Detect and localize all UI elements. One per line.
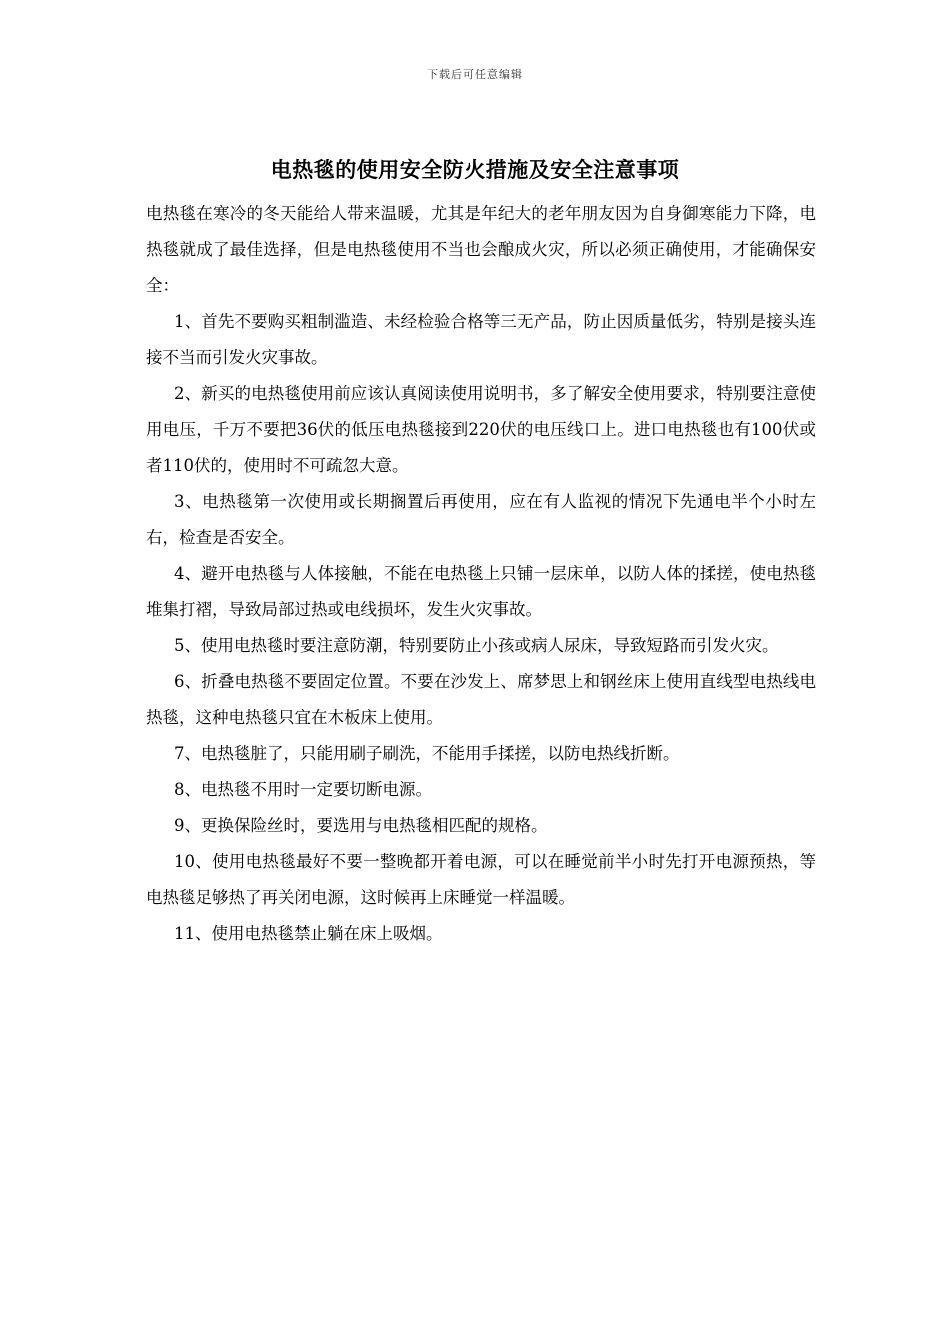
list-item: 3、电热毯第一次使用或长期搁置后再使用，应在有人监视的情况下先通电半个小时左右，检查是否安全。	[146, 492, 816, 547]
document-title: 电热毯的使用安全防火措施及安全注意事项	[270, 158, 680, 182]
list-item: 1、首先不要购买粗制滥造、未经检验合格等三无产品，防止因质量低劣，特别是接头连接不当而引发火灾事故。	[146, 312, 816, 367]
intro-paragraph: 电热毯在寒冷的冬天能给人带来温暖，尤其是年纪大的老年朋友因为自身御寒能力下降，电热毯就成了最佳选择，但是电热毯使用不当也会酿成火灾，所以必须正确使用，才能确保安全：	[146, 204, 816, 295]
list-item: 8、电热毯不用时一定要切断电源。	[174, 780, 432, 799]
document-body	[146, 196, 816, 952]
list-item: 7、电热毯脏了，只能用刷子刷洗，不能用手揉搓，以防电热线折断。	[174, 744, 680, 763]
list-item: 9、更换保险丝时，要选用与电热毯相匹配的规格。	[174, 816, 548, 835]
list-item: 6、折叠电热毯不要固定位置。不要在沙发上、席梦思上和钢丝床上使用直线型电热线电热毯，这种电热毯只宜在木板床上使用。	[146, 672, 816, 727]
page-header: 下载后可任意编辑	[427, 68, 523, 81]
list-item: 5、使用电热毯时要注意防潮，特别要防止小孩或病人尿床，导致短路而引发火灾。	[174, 636, 779, 655]
list-item: 2、新买的电热毯使用前应该认真阅读使用说明书，多了解安全使用要求，特别要注意使用电压，千万不要把36伏的低压电热毯接到220伏的电压线口上。进口电热毯也有100伏或者110伏的，使用时不可疏忽大意。	[146, 384, 816, 475]
list-item: 4、避开电热毯与人体接触，不能在电热毯上只铺一层床单，以防人体的揉搓，使电热毯堆集打褶，导致局部过热或电线损坏，发生火灾事故。	[146, 564, 816, 619]
list-item: 10、使用电热毯最好不要一整晚都开着电源，可以在睡觉前半小时先打开电源预热，等电热毯足够热了再关闭电源，这时候再上床睡觉一样温暖。	[146, 852, 816, 907]
list-item: 11、使用电热毯禁止躺在床上吸烟。	[174, 924, 443, 943]
